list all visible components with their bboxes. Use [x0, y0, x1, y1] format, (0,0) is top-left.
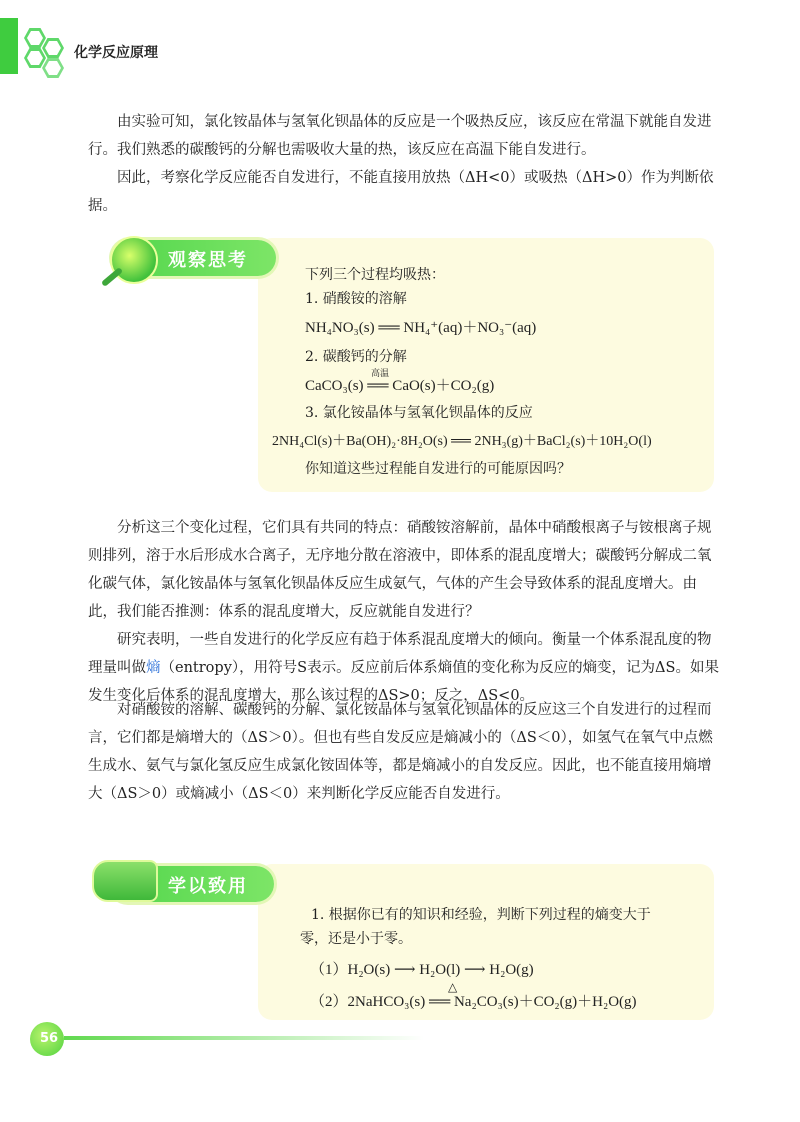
apply-badge-label: 学以致用: [168, 876, 248, 897]
analysis-paragraph-2: 研究表明，一些自发进行的化学反应有趋于体系混乱度增大的倾向。衡量一个体系混乱度的物理量叫做熵（entropy），用符号S表示。反应前后体系熵值的变化称为反应的熵变，记为ΔS。如果发生变化后体系的混乱度增大，那么该过程的ΔS>0；反之，ΔS<0。: [88, 632, 719, 704]
apply-item-2: （2）2NaHCO₃(s) ══ Na₂CO₃(s)＋CO₂(g)＋H₂O(g): [310, 994, 637, 1010]
observe-item-1-equation: NH₄NO₃(s) ══ NH₄⁺(aq)＋NO₃⁻(aq): [305, 320, 537, 336]
apply-item-2-condition: △: [448, 980, 458, 994]
hexagon-icon: [24, 48, 46, 68]
observe-question: 你知道这些过程能自发进行的可能原因吗？: [305, 461, 571, 477]
analysis-paragraph-3: 对硝酸铵的溶解、碳酸钙的分解、氯化铵晶体与氢氧化钡晶体的反应这三个自发进行的过程而言，它们都是熵增大的（ΔS＞0）。但也有些自发反应是熵减小的（ΔS＜0），如氢气在氧气中点燃生成水、氨气与氯化氢反应生成氯化铵固体等，都是熵减小的自发反应。因此，也不能直接用熵增大（ΔS＞0）或熵减小（ΔS＜0）来判断化学反应能否自发进行。: [88, 702, 713, 802]
observe-item-3-label: 3. 氯化铵晶体与氢氧化钡晶体的反应: [305, 405, 533, 421]
intro-paragraph-1: 由实验可知，氯化铵晶体与氢氧化钡晶体的反应是一个吸热反应，该反应在常温下就能自发进行。我们熟悉的碳酸钙的分解也需吸收大量的热，该反应在高温下能自发进行。: [88, 114, 712, 158]
footer-line: [64, 1036, 424, 1040]
hexagon-icon: [42, 38, 64, 58]
apply-question-line-2: 零，还是小于零。: [300, 931, 412, 947]
observe-item-2-label: 2. 碳酸钙的分解: [305, 349, 407, 365]
chapter-title: 化学反应原理: [74, 45, 158, 61]
observe-item-2-condition: 高温: [371, 369, 390, 379]
analysis-paragraph-1: 分析这三个变化过程，它们具有共同的特点：硝酸铵溶解前，晶体中硝酸根离子与铵根离子规则排列，溶于水后形成水合离子，无序地分散在溶液中，即体系的混乱度增大；碳酸钙分解成二氧化碳气体，氯化铵晶体与氢氧化钡晶体反应生成氨气，气体的产生会导致体系的混乱度增大。由此，我们能否推测：体系的混乱度增大，反应就能自发进行？: [88, 520, 712, 620]
observe-item-3-equation: 2NH₄Cl(s)＋Ba(OH)₂·8H₂O(s) ══ 2NH₃(g)＋BaCl₂(s)＋10H₂O(l): [272, 434, 652, 449]
hexagon-icon: [24, 28, 46, 48]
apply-question-line-1: 1. 根据你已有的知识和经验，判断下列过程的熵变大于: [311, 907, 651, 923]
observe-item-2-equation: CaCO₃(s) ══ CaO(s)＋CO₂(g): [305, 378, 495, 394]
observe-item-1-label: 1. 硝酸铵的溶解: [305, 291, 407, 307]
globe-icon: [110, 236, 158, 284]
pointing-hand-icon: [92, 860, 158, 902]
hexagon-icon: [42, 58, 64, 78]
observe-badge-label: 观察思考: [168, 250, 248, 271]
entropy-term: 熵: [146, 660, 161, 676]
apply-item-1: （1）H₂O(s) ⟶ H₂O(l) ⟶ H₂O(g): [310, 962, 534, 978]
header-tab: [0, 18, 18, 74]
observe-lead: 下列三个过程均吸热：: [305, 267, 445, 283]
page-number: 56: [40, 1031, 59, 1046]
intro-paragraph-2: 因此，考察化学反应能否自发进行，不能直接用放热（ΔH<0）或吸热（ΔH>0）作为判断依据。: [88, 170, 714, 214]
